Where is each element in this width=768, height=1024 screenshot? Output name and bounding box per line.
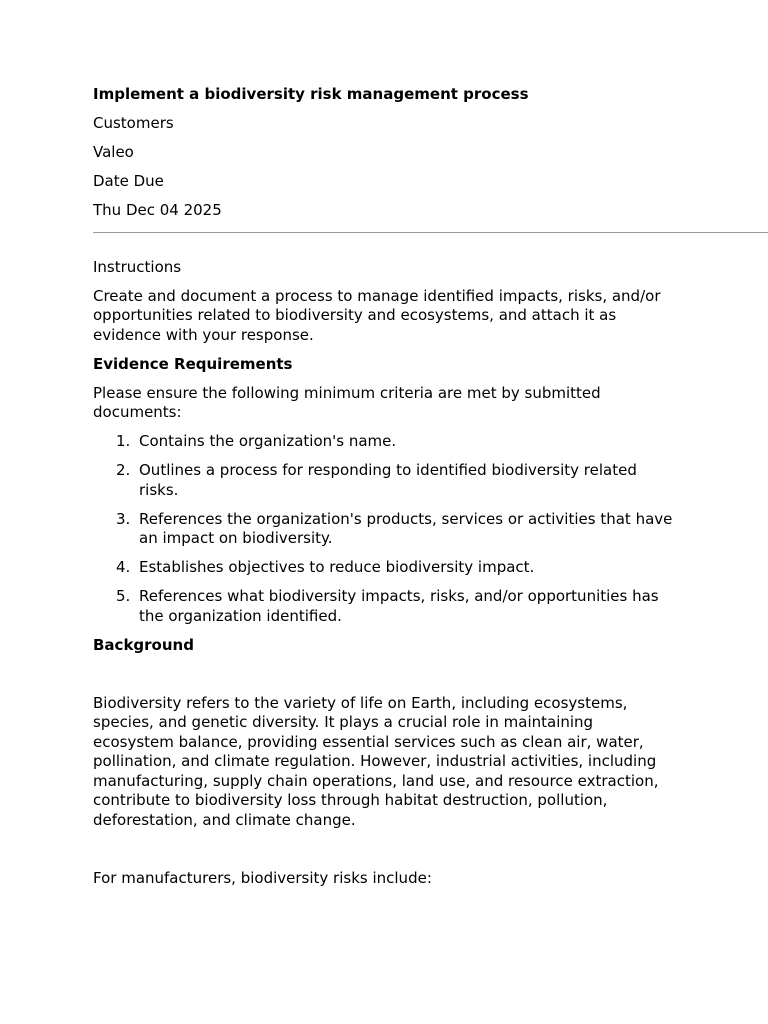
background-heading: Background <box>93 635 194 654</box>
document-content <box>93 85 678 221</box>
blank-line <box>93 840 678 869</box>
list-item-text: Outlines a process for responding to identified biodiversity related risks. <box>139 461 637 499</box>
list-item <box>93 558 678 578</box>
list-item-text: Contains the organization's name. <box>139 432 397 450</box>
list-item-number: 4. <box>116 558 131 576</box>
list-item-text: References what biodiversity impacts, risks, and/or opportunities has the organization identified. <box>139 587 659 625</box>
list-item-text: References the organization's products, services or activities that have an impact on biodiversity. <box>139 509 673 547</box>
list-item-number: 2. <box>116 461 131 479</box>
list-item-number: 3. <box>116 509 131 528</box>
date-due-label: Date Due <box>93 172 164 190</box>
customers-value: Valeo <box>93 143 134 161</box>
background-paragraph: Biodiversity refers to the variety of life on Earth, including ecosystems, species, and genetic diversity. It plays a crucial role in maintaining ecosystem balance, providing essential services such as clean air, water, pollination, and climate regulation. However, industrial activities, including manufacturing, supply chain operations, land use, and resource extraction, contribute to biodiversity loss through habitat destruction, pollution, deforestation, and climate change. <box>93 693 659 829</box>
document-page <box>93 85 768 898</box>
list-item-number: 5. <box>116 587 131 605</box>
risks-intro: For manufacturers, biodiversity risks include: <box>93 868 432 887</box>
list-item-text: Establishes objectives to reduce biodiversity impact. <box>139 558 535 576</box>
list-item <box>93 587 678 626</box>
date-due-value: Thu Dec 04 2025 <box>93 201 222 219</box>
customers-label: Customers <box>93 114 174 132</box>
evidence-requirements-heading: Evidence Requirements <box>93 354 293 373</box>
instructions-text: Create and document a process to manage identified impacts, risks, and/or opportunities related to biodiversity and ecosystems, and attach it as evidence with your response. <box>93 286 661 344</box>
document-body <box>93 258 678 889</box>
list-item-number: 1. <box>116 432 131 450</box>
list-item <box>93 432 678 452</box>
divider-spacer <box>93 233 768 258</box>
list-item <box>93 510 678 549</box>
list-item <box>93 461 678 500</box>
instructions-label: Instructions <box>93 257 182 276</box>
evidence-intro: Please ensure the following minimum criteria are met by submitted documents: <box>93 383 601 421</box>
evidence-requirements-list <box>93 432 678 626</box>
blank-line <box>93 665 678 694</box>
document-title: Implement a biodiversity risk management process <box>93 85 529 103</box>
